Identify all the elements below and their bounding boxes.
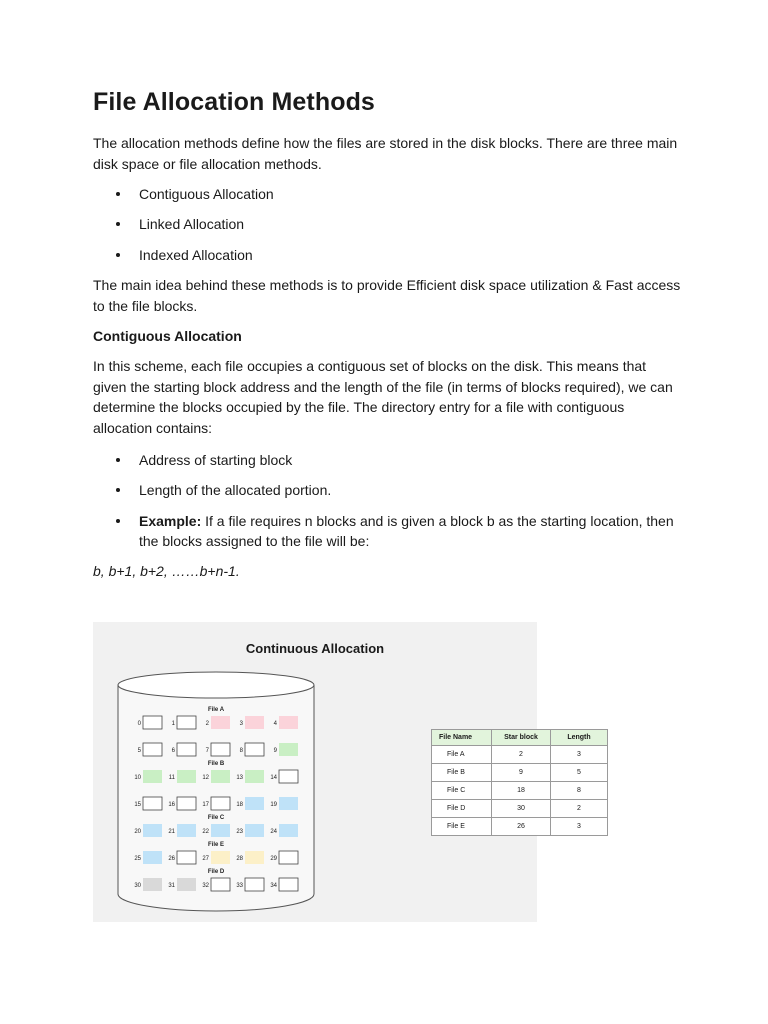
disk-block-10: [143, 770, 162, 783]
disk-block-29: [279, 851, 298, 864]
disk-block-4: [279, 716, 298, 729]
disk-block-11: [177, 770, 196, 783]
header-start-block: Star block: [492, 730, 551, 746]
disk-block-7: [211, 743, 230, 756]
main-idea-paragraph: The main idea behind these methods is to provide Efficient disk space utilization & Fast access to the file blocks.: [93, 277, 681, 314]
disk-cylinder-top: [118, 672, 314, 698]
block-number-label: 28: [236, 856, 243, 862]
directory-entry-list: [93, 450, 683, 552]
block-number-label: 9: [273, 748, 277, 754]
disk-block-31: [177, 878, 196, 891]
disk-block-34: [279, 878, 298, 891]
cell-length: 8: [551, 782, 608, 800]
method-item-contiguous: Contiguous Allocation: [93, 184, 683, 205]
disk-block-17: [211, 797, 230, 810]
table-row: [432, 800, 608, 818]
block-number-label: 22: [202, 829, 209, 835]
file-label-file-d: File D: [207, 869, 225, 875]
disk-block-15: [143, 797, 162, 810]
disk-block-6: [177, 743, 196, 756]
example-text: If a file requires n blocks and is given a block b as the starting location, then the blocks assigned to the file will be:: [139, 512, 674, 550]
block-number-label: 19: [270, 802, 277, 808]
cell-start-block: 9: [492, 764, 551, 782]
file-label-file-b: File B: [207, 761, 225, 767]
cell-length: 5: [551, 764, 608, 782]
disk-block-16: [177, 797, 196, 810]
cell-file-name: File B: [432, 764, 492, 782]
disk-block-30: [143, 878, 162, 891]
block-number-label: 1: [171, 721, 175, 727]
file-label-file-c: File C: [207, 815, 225, 821]
disk-block-24: [279, 824, 298, 837]
block-number-label: 2: [205, 721, 209, 727]
block-number-label: 21: [168, 829, 175, 835]
cell-file-name: File C: [432, 782, 492, 800]
methods-list: [93, 184, 683, 265]
disk-block-25: [143, 851, 162, 864]
block-number-label: 6: [171, 748, 175, 754]
block-number-label: 11: [168, 775, 175, 781]
disk-block-9: [279, 743, 298, 756]
cell-start-block: 30: [492, 800, 551, 818]
block-formula: b, b+1, b+2, ……b+n-1.: [93, 563, 240, 579]
disk-block-19: [279, 797, 298, 810]
disk-block-3: [245, 716, 264, 729]
disk-block-18: [245, 797, 264, 810]
block-number-label: 10: [134, 775, 141, 781]
disk-block-26: [177, 851, 196, 864]
block-number-label: 5: [137, 748, 141, 754]
contiguous-description: In this scheme, each file occupies a contiguous set of blocks on the disk. This means that given the starting block address and the length of the file (in terms of blocks required), we can determine the blocks occupied by the file. The directory entry for a file with contiguous allocation contains:: [93, 358, 673, 437]
header-file-name: File Name: [432, 730, 492, 746]
block-number-label: 24: [270, 829, 277, 835]
block-number-label: 17: [202, 802, 209, 808]
method-item-indexed: Indexed Allocation: [93, 245, 683, 266]
cell-start-block: 2: [492, 746, 551, 764]
table-row: [432, 746, 608, 764]
contiguous-heading: Contiguous Allocation: [93, 328, 242, 344]
block-number-label: 32: [202, 883, 209, 889]
disk-block-20: [143, 824, 162, 837]
disk-block-0: [143, 716, 162, 729]
block-number-label: 34: [270, 883, 277, 889]
cell-file-name: File D: [432, 800, 492, 818]
cell-length: 2: [551, 800, 608, 818]
example-label: Example:: [139, 512, 202, 529]
disk-block-33: [245, 878, 264, 891]
block-number-label: 13: [236, 775, 243, 781]
cell-file-name: File E: [432, 818, 492, 836]
block-number-label: 3: [239, 721, 243, 727]
entry-example: [93, 511, 683, 552]
page-title: File Allocation Methods: [93, 88, 375, 116]
block-number-label: 15: [134, 802, 141, 808]
disk-block-23: [245, 824, 264, 837]
block-number-label: 18: [236, 802, 243, 808]
cell-start-block: 26: [492, 818, 551, 836]
block-number-label: 4: [273, 721, 277, 727]
block-number-label: 25: [134, 856, 141, 862]
block-number-label: 26: [168, 856, 175, 862]
disk-block-12: [211, 770, 230, 783]
block-number-label: 31: [168, 883, 175, 889]
disk-block-27: [211, 851, 230, 864]
disk-block-14: [279, 770, 298, 783]
table-row: [432, 818, 608, 836]
block-number-label: 0: [137, 721, 141, 727]
block-number-label: 29: [270, 856, 277, 862]
block-number-label: 7: [205, 748, 209, 754]
disk-block-22: [211, 824, 230, 837]
disk-block-32: [211, 878, 230, 891]
disk-block-1: [177, 716, 196, 729]
disk-block-5: [143, 743, 162, 756]
cell-length: 3: [551, 746, 608, 764]
continuous-allocation-figure: [93, 622, 591, 922]
disk-block-8: [245, 743, 264, 756]
block-number-label: 12: [202, 775, 209, 781]
disk-block-21: [177, 824, 196, 837]
table-header-row: [432, 730, 608, 746]
disk-block-2: [211, 716, 230, 729]
allocation-table: [431, 729, 608, 836]
block-number-label: 27: [202, 856, 209, 862]
entry-starting-block: Address of starting block: [93, 450, 683, 471]
block-number-label: 16: [168, 802, 175, 808]
file-label-file-a: File A: [207, 707, 225, 713]
block-number-label: 23: [236, 829, 243, 835]
entry-length: Length of the allocated portion.: [93, 480, 683, 501]
figure-title: Continuous Allocation: [245, 641, 385, 656]
intro-paragraph: The allocation methods define how the files are stored in the disk blocks. There are three main disk space or file allocation methods.: [93, 135, 678, 172]
table-row: [432, 782, 608, 800]
method-item-linked: Linked Allocation: [93, 214, 683, 235]
block-number-label: 20: [134, 829, 141, 835]
header-length: Length: [551, 730, 608, 746]
cell-length: 3: [551, 818, 608, 836]
block-number-label: 14: [270, 775, 277, 781]
cell-file-name: File A: [432, 746, 492, 764]
cell-start-block: 18: [492, 782, 551, 800]
block-number-label: 33: [236, 883, 243, 889]
table-row: [432, 764, 608, 782]
disk-block-13: [245, 770, 264, 783]
block-number-label: 30: [134, 883, 141, 889]
block-number-label: 8: [239, 748, 243, 754]
disk-block-28: [245, 851, 264, 864]
file-label-file-e: File E: [207, 842, 225, 848]
